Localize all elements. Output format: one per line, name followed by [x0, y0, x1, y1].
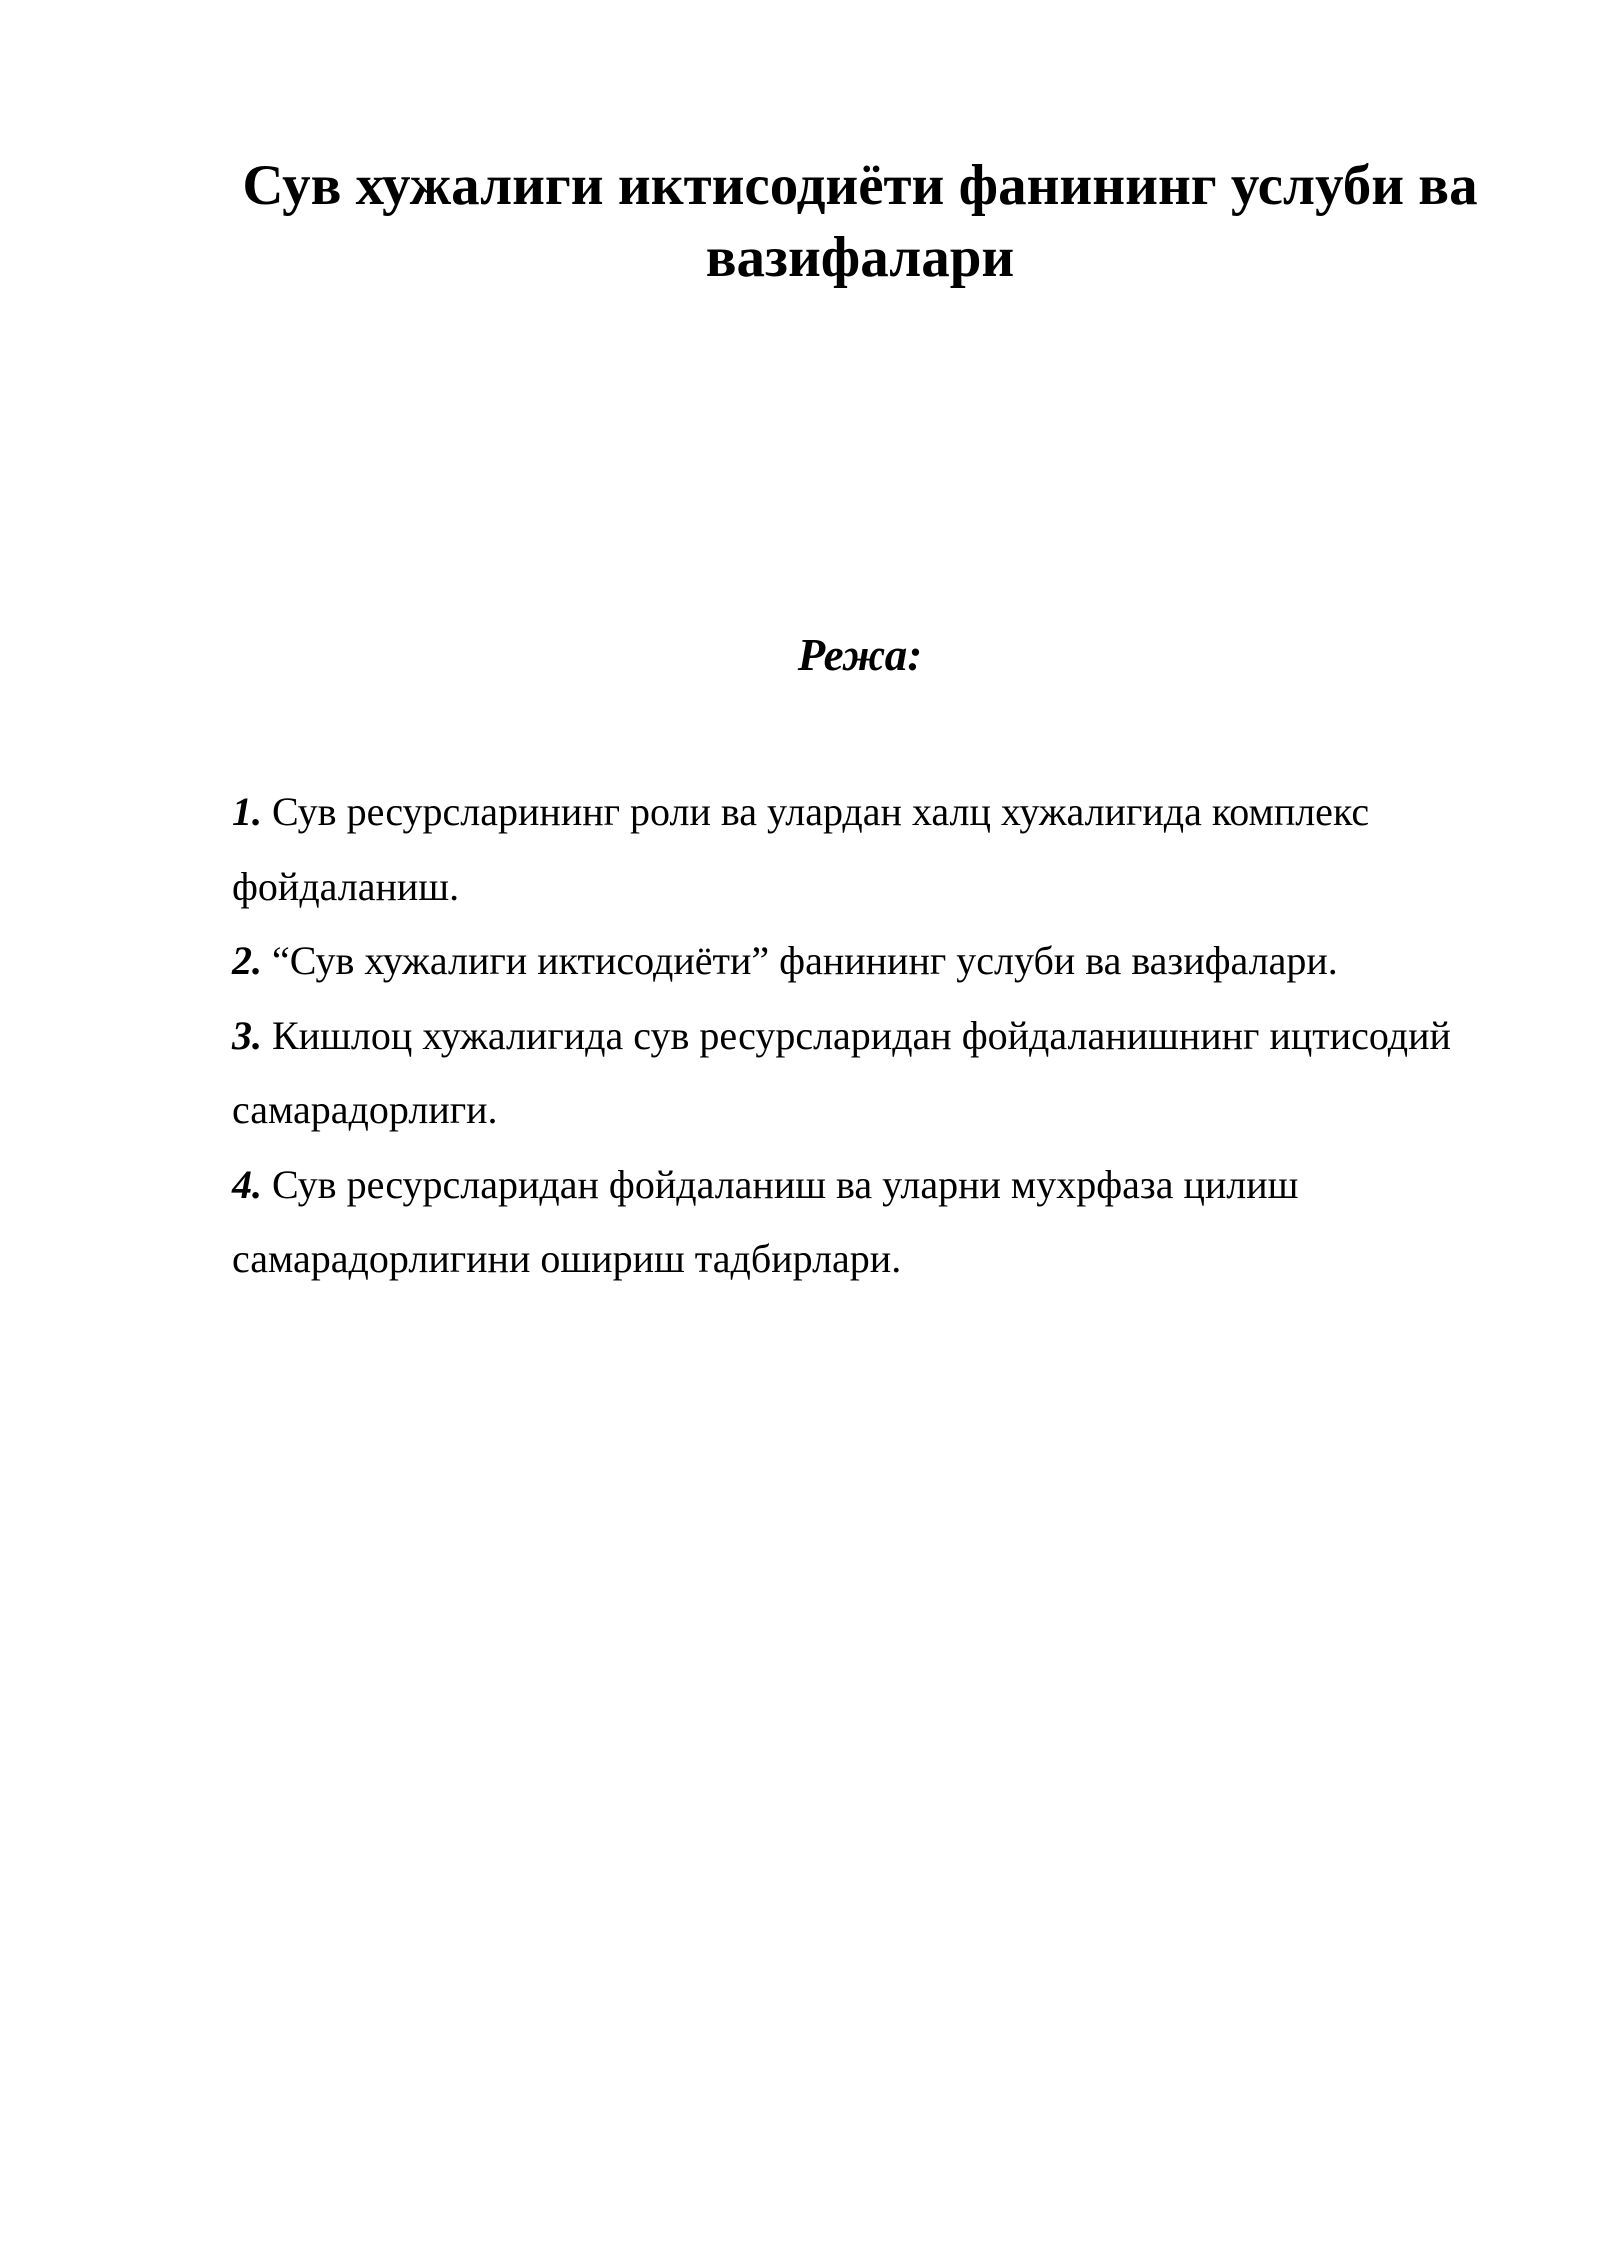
plan-item-number: 2. — [232, 938, 262, 983]
plan-item-number: 1. — [232, 789, 262, 834]
plan-list — [232, 775, 1522, 1297]
document-title: Сув хужалиги иктисодиёти фанининг услуби ва вазифалари — [242, 154, 1478, 289]
plan-item-4 — [232, 1148, 1522, 1297]
plan-item-number: 3. — [232, 1012, 262, 1058]
plan-item-number: 4. — [232, 1161, 262, 1207]
plan-item-text: Сув ресурсларидан фойдаланиш ва уларни мухрфаза цилиш самарадорлигини ошириш тадбирлари. — [232, 1161, 1299, 1281]
plan-item-1 — [232, 775, 1522, 924]
plan-item-text: “Сув хужалиги иктисодиёти” фанининг услуби ва вазифалари. — [272, 938, 1338, 983]
plan-item-3 — [232, 999, 1522, 1148]
plan-item-text: Сув ресурсларининг роли ва улардан халц хужалигида комплекс фойдаланиш. — [232, 789, 1370, 909]
plan-item-text: Кишлоц хужалигида сув ресурсларидан фойдаланишнинг ицтисодий самарадорлиги. — [232, 1012, 1451, 1132]
plan-heading: Режа: — [797, 630, 923, 680]
plan-item-2 — [232, 924, 1522, 999]
